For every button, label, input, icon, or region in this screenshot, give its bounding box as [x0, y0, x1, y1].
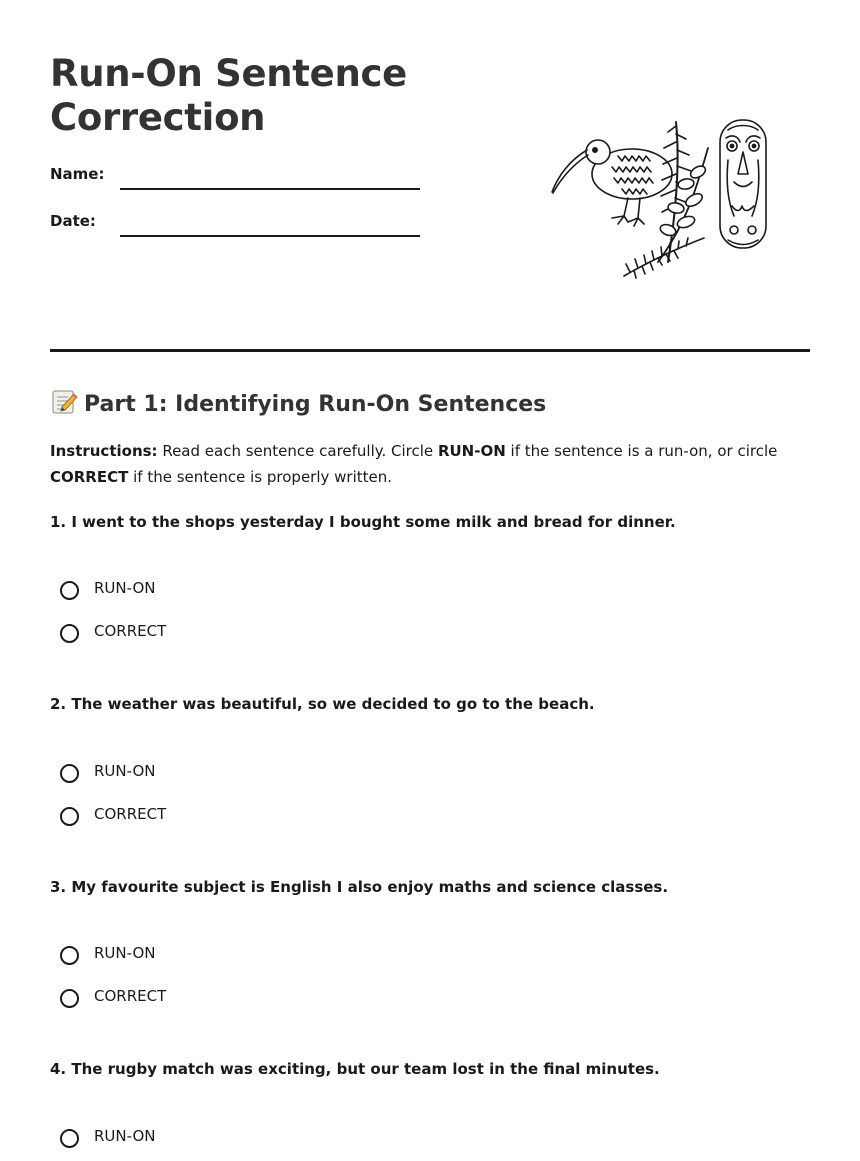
name-field[interactable] — [50, 160, 420, 190]
page-title — [50, 52, 407, 140]
q1-option-run-on[interactable] — [60, 575, 155, 601]
q3-option-correct[interactable] — [60, 983, 166, 1009]
q2-option-correct[interactable] — [60, 801, 166, 827]
radio-circle-icon[interactable] — [60, 807, 79, 826]
title-line-1: Run-On Sentence — [50, 52, 407, 95]
option-label: CORRECT — [94, 622, 167, 640]
name-label: Name: — [50, 165, 105, 183]
kiwi-fern-tiki-icon — [548, 112, 778, 284]
radio-circle-icon[interactable] — [60, 624, 79, 643]
instructions-keyword-correct: CORRECT — [50, 468, 129, 486]
name-writing-line[interactable] — [120, 188, 420, 190]
question-1 — [50, 511, 810, 640]
radio-circle-icon[interactable] — [60, 581, 79, 600]
part1-instructions — [50, 438, 810, 490]
q4-option-run-on[interactable] — [60, 1123, 155, 1149]
instructions-text-3: if the sentence is properly written. — [128, 468, 393, 486]
option-label: RUN-ON — [94, 944, 156, 962]
instructions-lead: Instructions: — [50, 442, 158, 460]
part1-title — [50, 388, 546, 420]
radio-circle-icon[interactable] — [60, 1129, 79, 1148]
option-label: CORRECT — [94, 987, 167, 1005]
part1-title-text: Part 1: Identifying Run-On Sentences — [84, 392, 547, 417]
option-label: RUN-ON — [94, 1127, 156, 1145]
q3-option-run-on[interactable] — [60, 940, 155, 966]
worksheet-page — [50, 0, 810, 1145]
option-label: RUN-ON — [94, 579, 156, 597]
worksheet-header — [50, 0, 810, 352]
radio-circle-icon[interactable] — [60, 764, 79, 783]
instructions-text-1: Read each sentence carefully. Circle — [157, 442, 438, 460]
date-field[interactable] — [50, 207, 420, 237]
option-label: CORRECT — [94, 805, 167, 823]
question-4 — [50, 1058, 810, 1145]
date-label: Date: — [50, 212, 96, 230]
date-writing-line[interactable] — [120, 235, 420, 237]
question-2 — [50, 693, 810, 823]
instructions-text-2: if the sentence is a run-on, or circle — [505, 442, 778, 460]
question-text: 3. My favourite subject is English I also enjoy maths and science classes. — [50, 878, 669, 896]
question-text: 4. The rugby match was exciting, but our team lost in the final minutes. — [50, 1060, 660, 1078]
title-line-2: Correction — [50, 96, 266, 139]
q1-option-correct[interactable] — [60, 618, 166, 644]
question-text: 1. I went to the shops yesterday I bought some milk and bread for dinner. — [50, 513, 676, 531]
question-3 — [50, 876, 810, 1005]
question-text: 2. The weather was beautiful, so we decided to go to the beach. — [50, 695, 595, 713]
q2-option-run-on[interactable] — [60, 758, 155, 784]
memo-icon — [50, 388, 78, 416]
option-label: RUN-ON — [94, 762, 156, 780]
header-divider — [50, 349, 810, 352]
instructions-keyword-runon: RUN-ON — [437, 442, 506, 460]
radio-circle-icon[interactable] — [60, 946, 79, 965]
radio-circle-icon[interactable] — [60, 989, 79, 1008]
